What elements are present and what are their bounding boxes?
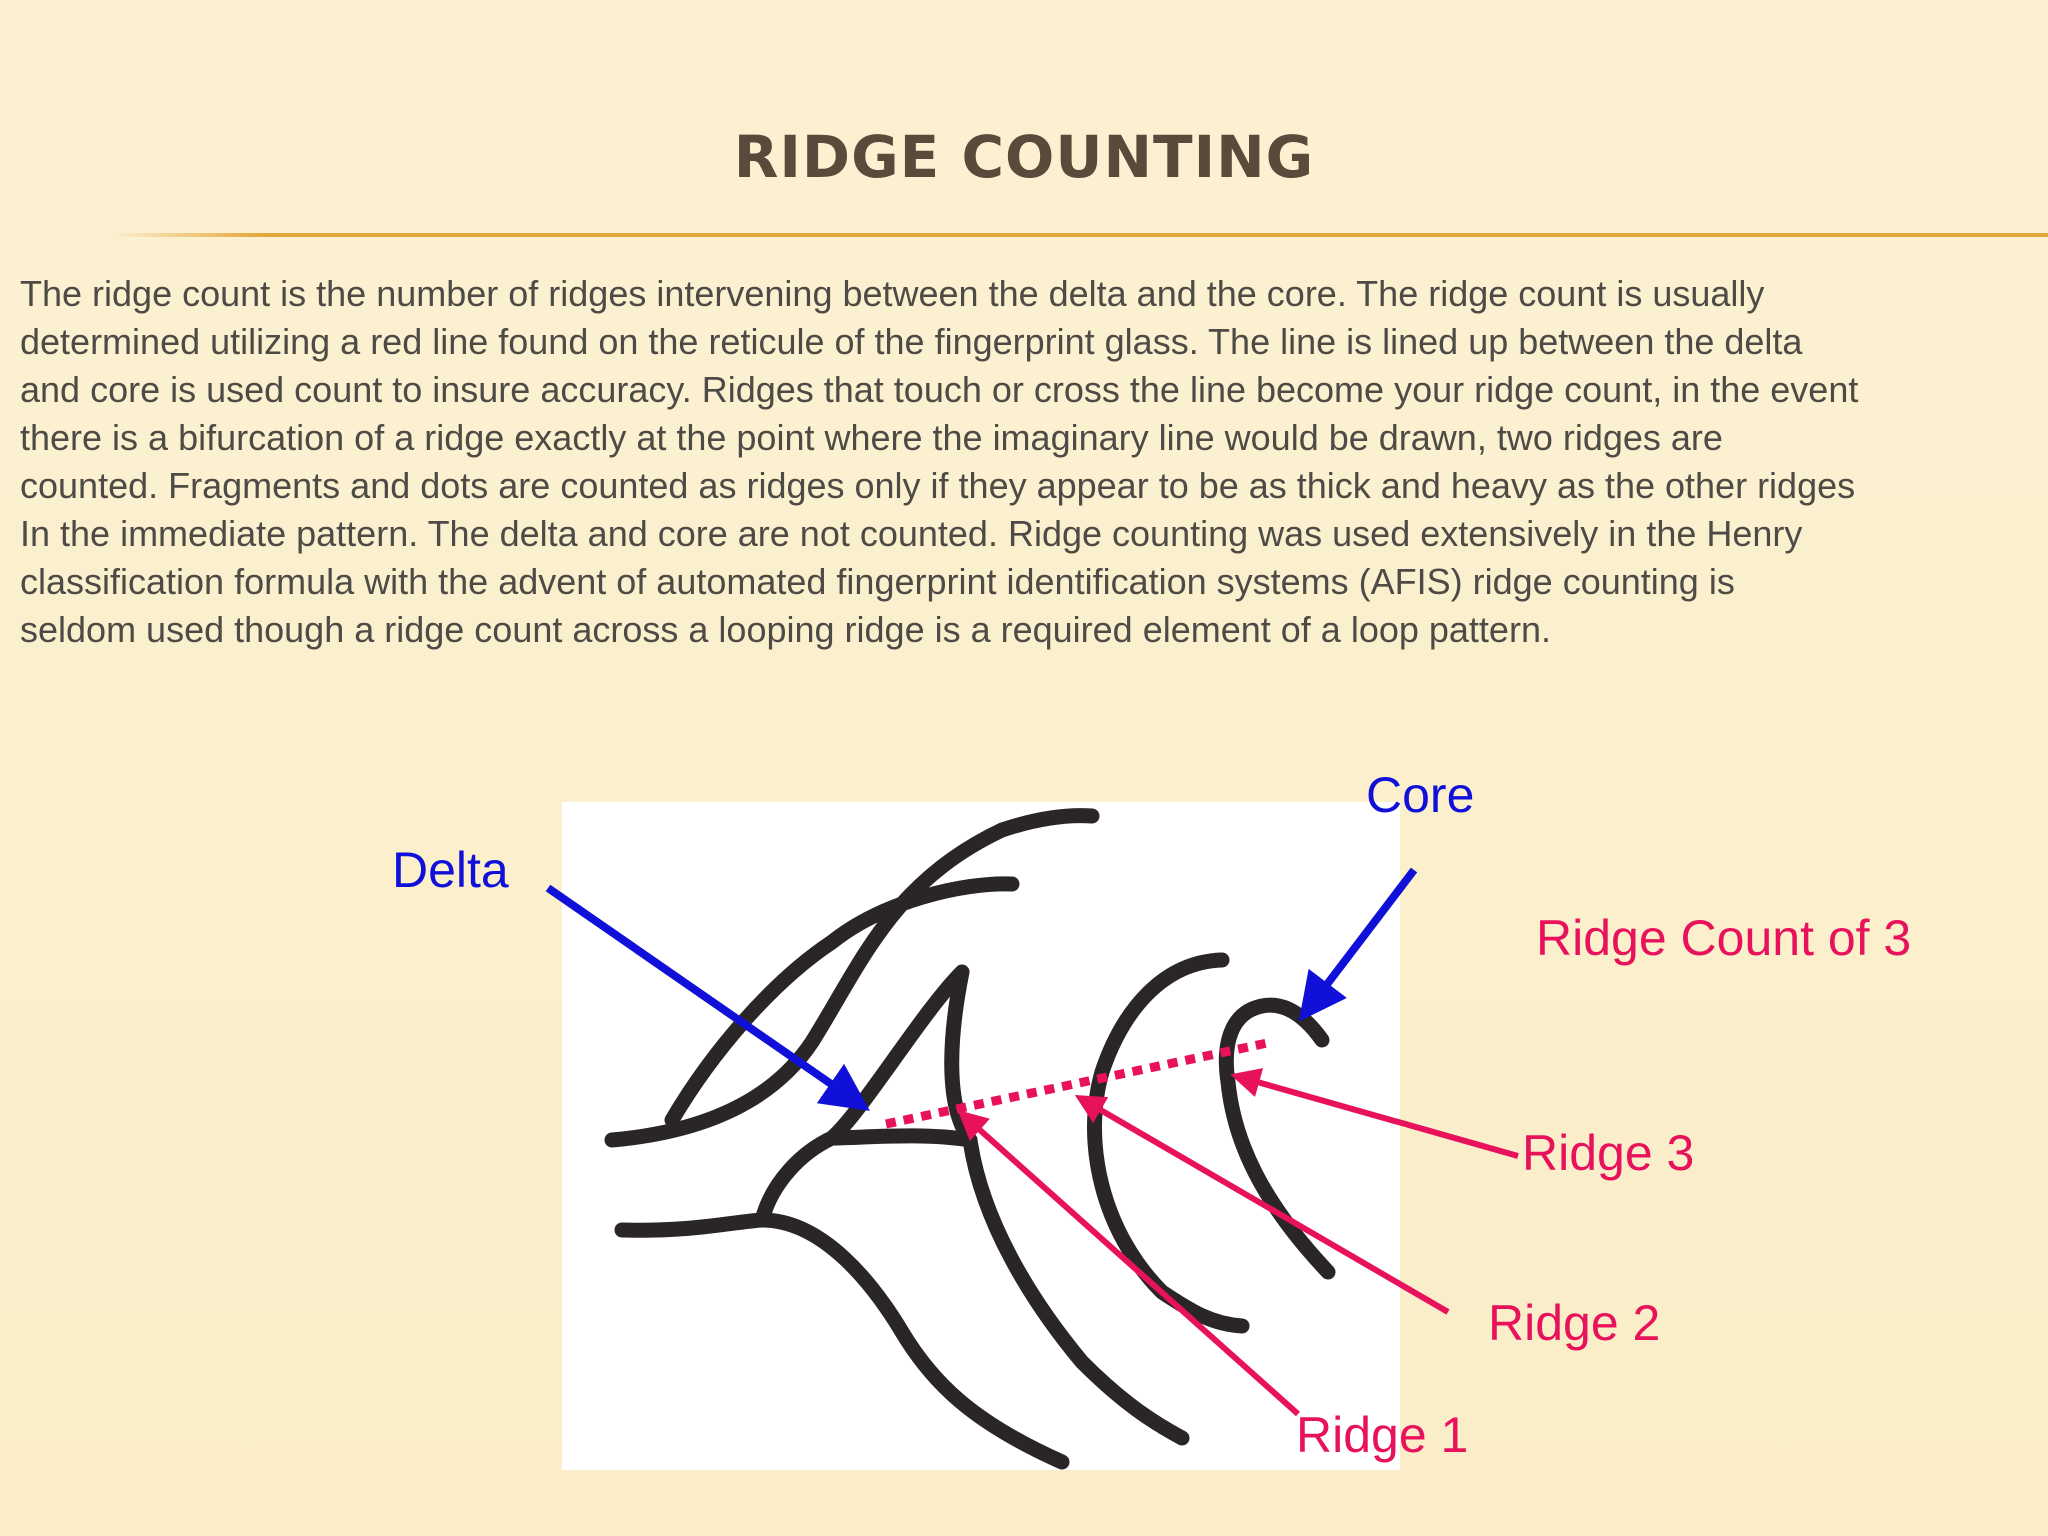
delta-label: Delta	[392, 842, 509, 898]
core-label: Core	[1366, 767, 1475, 823]
paragraph-line: classification formula with the advent of automated fingerprint identification systems (AFIS) ridge counting is	[20, 561, 1735, 602]
ridge-2-label: Ridge 2	[1488, 1295, 1661, 1351]
delta-branch-lower	[762, 1138, 832, 1220]
paragraph-line: counted. Fragments and dots are counted as ridges only if they appear to be as thick and heavy as the other ridges	[20, 465, 1856, 506]
paragraph-line: there is a bifurcation of a ridge exactly at the point where the imaginary line would be drawn, two ridges are	[20, 417, 1723, 458]
fingerprint-ridges-sketch	[562, 802, 1400, 1470]
slide-title: RIDGE COUNTING	[733, 123, 1315, 191]
title-container	[0, 123, 2048, 191]
ridge-1-label: Ridge 1	[1296, 1407, 1469, 1463]
outer-ridge-lower	[622, 1220, 1062, 1462]
ridge-3-loop	[1226, 1005, 1328, 1272]
fingerprint-diagram	[562, 802, 1400, 1470]
paragraph-line: The ridge count is the number of ridges intervening between the delta and the core. The ridge count is usually	[20, 273, 1765, 314]
ridge-2-curve	[1095, 960, 1243, 1326]
ridge-count-label: Ridge Count of 3	[1536, 910, 1912, 966]
paragraph-line: In the immediate pattern. The delta and core are not counted. Ridge counting was used extensively in the Henry	[20, 513, 1803, 554]
paragraph-line: seldom used though a ridge count across a looping ridge is a required element of a loop pattern.	[20, 609, 1551, 650]
title-divider	[110, 233, 2048, 237]
paragraph-line: determined utilizing a red line found on the reticule of the fingerprint glass. The line is lined up between the delta	[20, 321, 1803, 362]
delta-triangle	[832, 972, 970, 1140]
paragraph-line: and core is used count to insure accuracy. Ridges that touch or cross the line become your ridge count, in the event	[20, 369, 1859, 410]
body-text	[20, 274, 2030, 658]
ridge-3-label: Ridge 3	[1522, 1125, 1695, 1181]
